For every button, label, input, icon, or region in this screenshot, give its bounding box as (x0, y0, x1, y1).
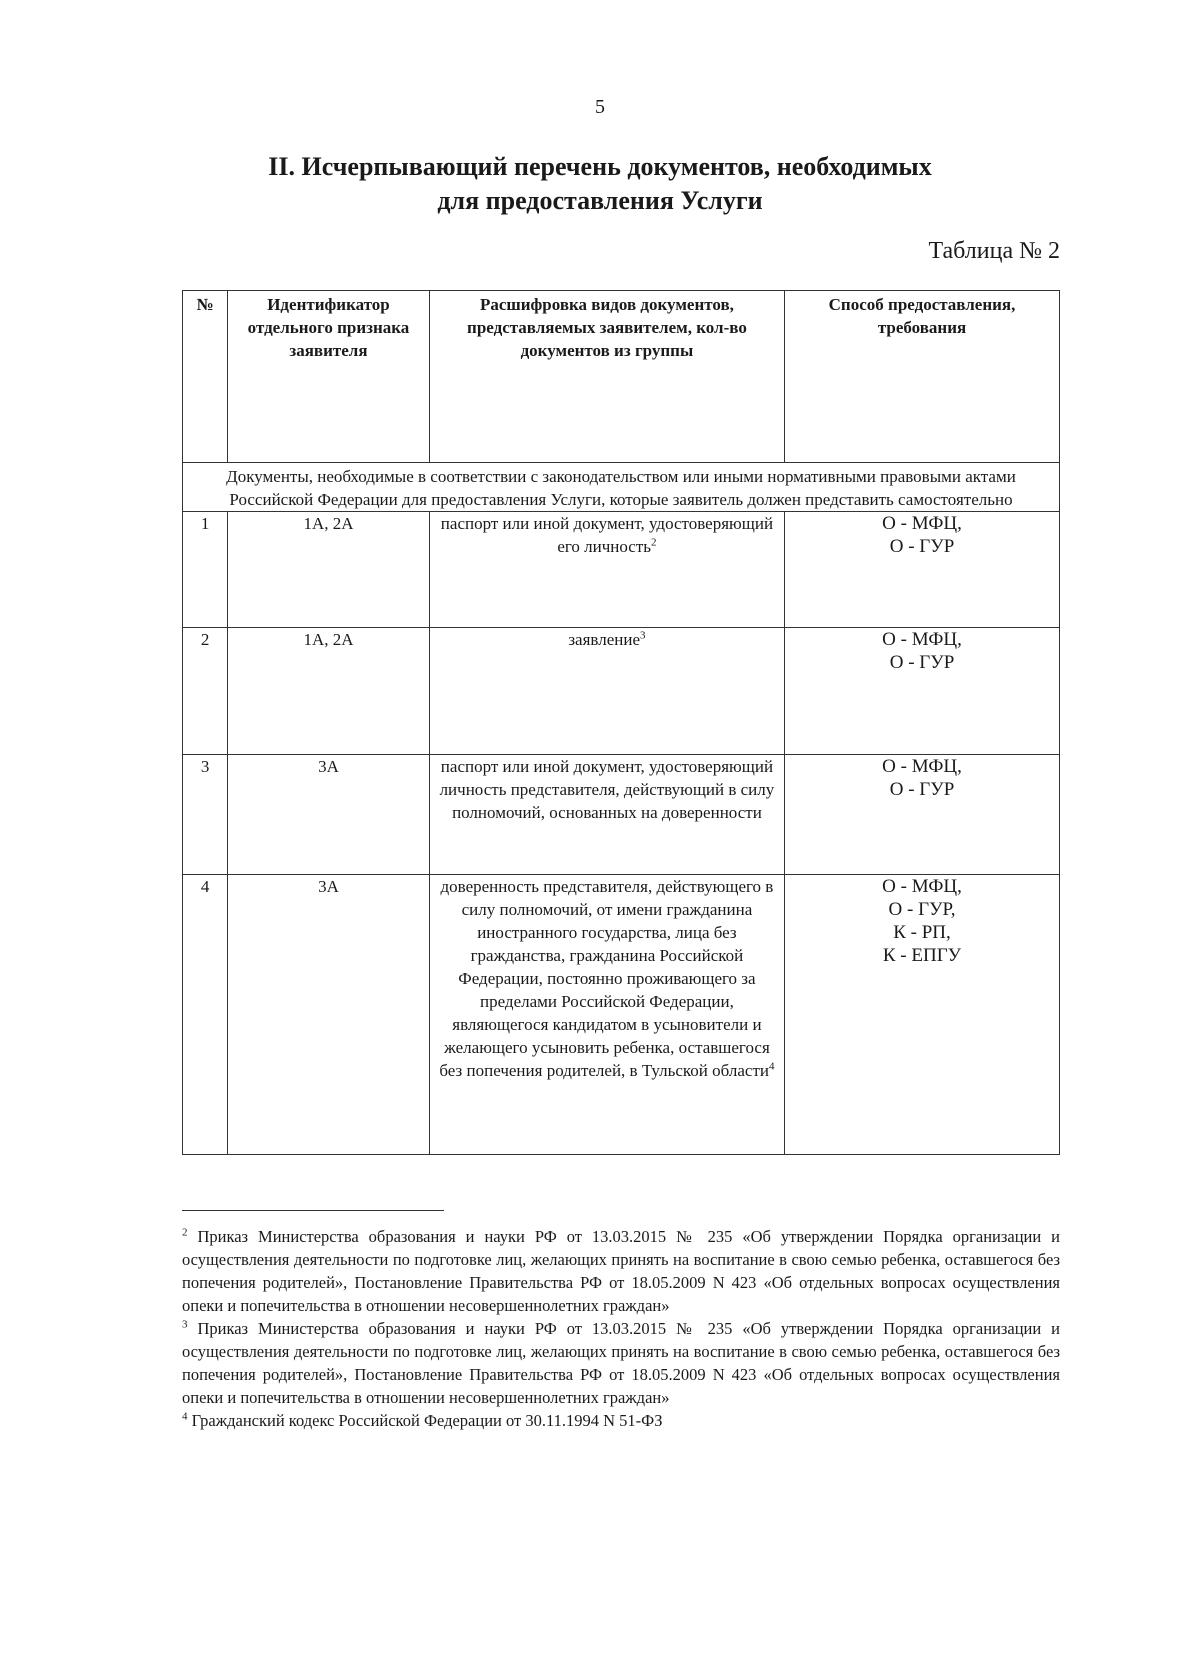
footnote-text: Приказ Министерства образования и науки РФ от 13.03.2015 № 235 «Об утверждении Порядка организации и осуществления деятельности по подготовке лиц, желающих принять на воспитание в свою семью ребенка, оставшегося без попечения родителей», Постановление Правительства РФ от 18.05.2009 N 423 «Об отдельных вопросах осуществления опеки и попечительства в отношении несовершеннолетних граждан» (182, 1319, 1060, 1407)
row-document (429, 512, 784, 628)
table-header-row (183, 291, 1060, 463)
footnote-text: Приказ Министерства образования и науки РФ от 13.03.2015 № 235 «Об утверждении Порядка организации и осуществления деятельности по подготовке лиц, желающих принять на воспитание в свою семью ребенка, оставшегося без попечения родителей», Постановление Правительства РФ от 18.05.2009 N 423 «Об отдельных вопросах осуществления опеки и попечительства в отношении несовершеннолетних граждан» (182, 1227, 1060, 1315)
section-title (0, 150, 1200, 218)
row-method (785, 875, 1060, 1155)
group-title: Документы, необходимые в соответствии с законодательством или иными нормативными правовыми актами Российской Федерации для предоставления Услуги, которые заявитель должен представить самостоятельно (183, 463, 1060, 512)
method-item: К - РП, (893, 922, 951, 943)
method-item: О - ГУР (889, 536, 955, 557)
row-method (785, 628, 1060, 755)
table-caption: Таблица № 2 (928, 238, 1060, 264)
row-identifier: 1А, 2А (228, 512, 430, 628)
method-item: О - МФЦ, (882, 629, 962, 650)
table-row (183, 628, 1060, 755)
row-document (429, 875, 784, 1155)
table-row (183, 875, 1060, 1155)
row-number: 2 (183, 628, 228, 755)
method-item: О - ГУР (889, 779, 955, 800)
row-document-text: паспорт или иной документ, удостоверяющий личность представителя, действующий в силу полномочий, основанных на доверенности (439, 757, 775, 822)
documents-table (182, 290, 1060, 1155)
footnote-mark: 3 (182, 1318, 188, 1331)
row-document (429, 755, 784, 875)
row-identifier: 1А, 2А (228, 628, 430, 755)
header-number: № (183, 291, 228, 463)
method-item: О - МФЦ, (882, 513, 962, 534)
page-number: 5 (595, 96, 605, 118)
method-item: О - МФЦ, (882, 876, 962, 897)
header-method: Способ предоставления, требования (785, 291, 1060, 463)
row-identifier: 3А (228, 755, 430, 875)
footnote-mark: 2 (182, 1226, 188, 1239)
row-number: 1 (183, 512, 228, 628)
footnote-text: Гражданский кодекс Российской Федерации от 30.11.1994 N 51-ФЗ (191, 1411, 663, 1430)
footnote-ref: 4 (768, 1060, 775, 1073)
method-item: К - ЕПГУ (882, 945, 962, 966)
row-number: 4 (183, 875, 228, 1155)
footnote-ref: 3 (640, 629, 646, 642)
footnote-ref: 2 (651, 536, 657, 549)
row-method (785, 512, 1060, 628)
method-item: О - ГУР (889, 652, 955, 673)
footnote-mark: 4 (182, 1410, 188, 1423)
footnote-3 (182, 1317, 1060, 1409)
row-document-text: доверенность представителя, действующего в силу полномочий, от имени гражданина иностранного государства, лица без гражданства, гражданина Российской Федерации, постоянно проживающего за пределами Российской Федерации, являющегося кандидатом в усыновители и желающего усыновить ребенка, оставшегося без попечения родителей, в Тульской области (439, 877, 774, 1080)
row-identifier: 3А (228, 875, 430, 1155)
table-group-row (183, 463, 1060, 512)
row-number: 3 (183, 755, 228, 875)
table-row (183, 755, 1060, 875)
row-method (785, 755, 1060, 875)
footnote-4 (182, 1409, 1060, 1432)
row-document-text: паспорт или иной документ, удостоверяющий его личность (440, 514, 774, 556)
row-document-text: заявление (568, 630, 640, 649)
header-identifier: Идентификатор отдельного признака заявителя (228, 291, 430, 463)
footnotes (182, 1225, 1060, 1432)
header-documents: Расшифровка видов документов, представляемых заявителем, кол-во документов из группы (429, 291, 784, 463)
footnote-separator (182, 1210, 444, 1211)
method-item: О - МФЦ, (882, 756, 962, 777)
section-title-line-1: II. Исчерпывающий перечень документов, необходимых (268, 152, 932, 181)
row-document (429, 628, 784, 755)
footnote-2 (182, 1225, 1060, 1317)
method-item: О - ГУР, (888, 899, 956, 920)
section-title-line-2: для предоставления Услуги (437, 186, 763, 215)
table-row (183, 512, 1060, 628)
